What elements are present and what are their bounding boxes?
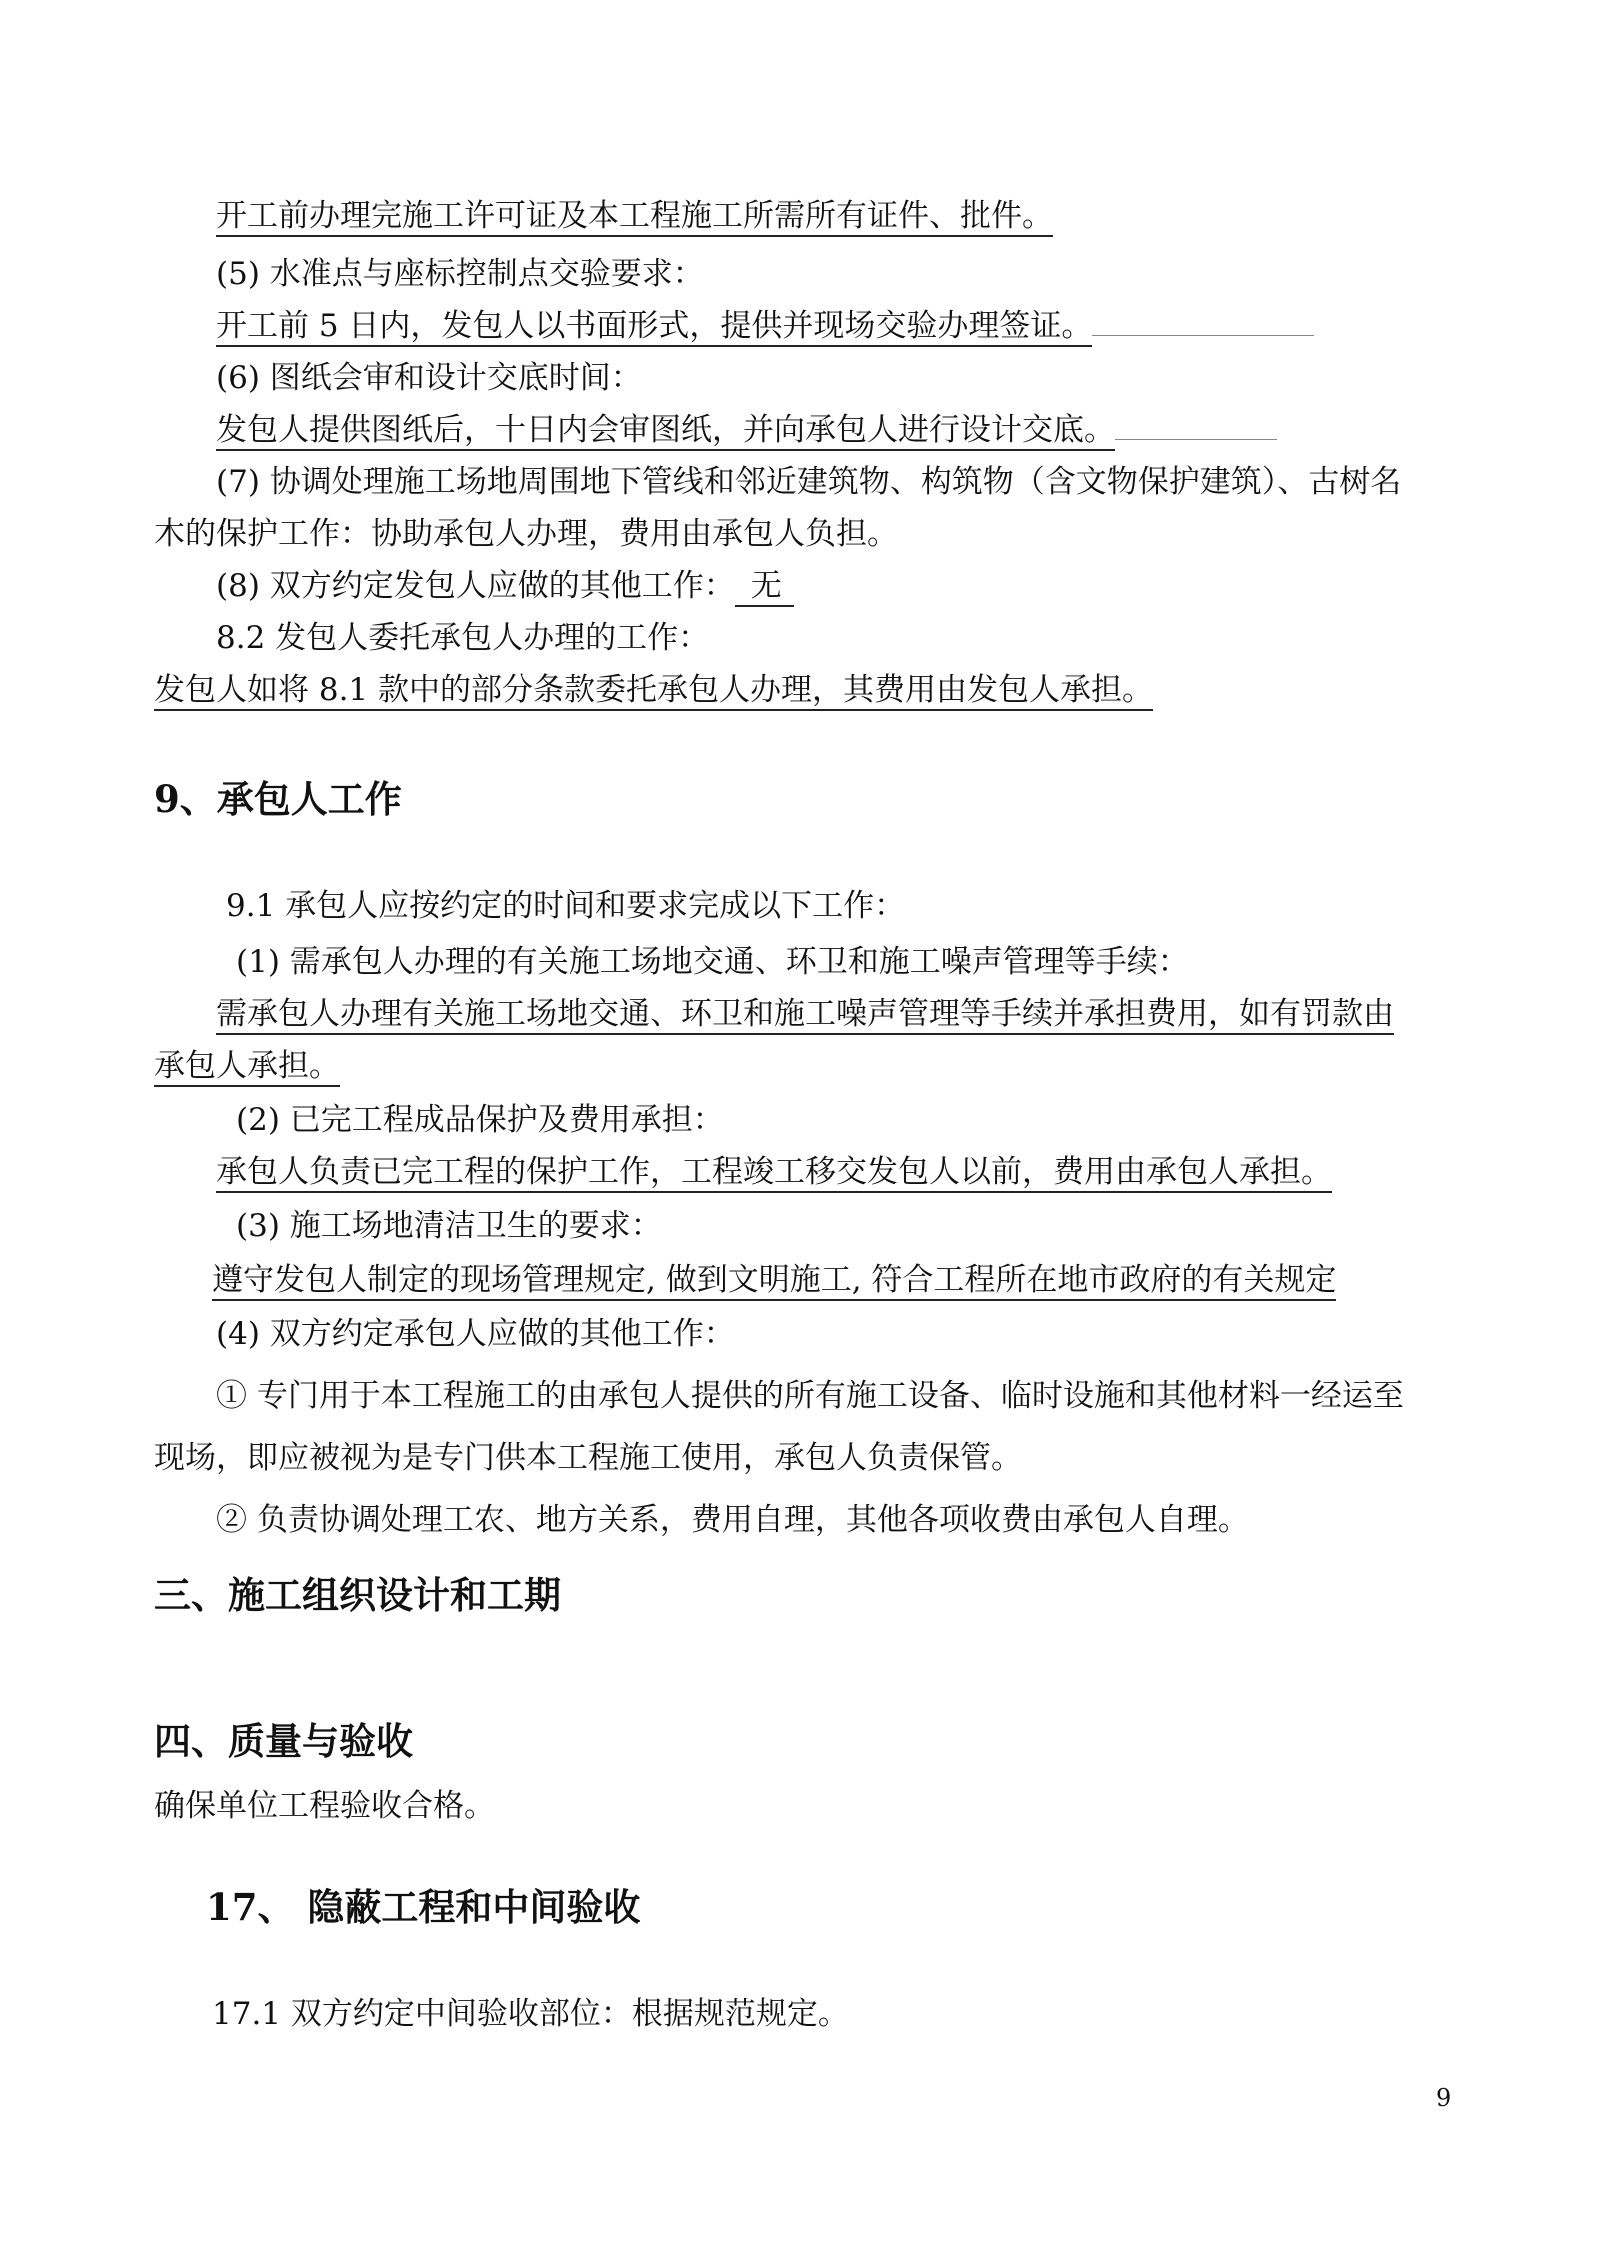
text-line: (5) 水准点与座标控制点交验要求： [216,256,704,292]
text-line: (3) 施工场地清洁卫生的要求： [236,1208,662,1244]
text-line: (6) 图纸会审和设计交底时间： [216,360,642,396]
text-line: ① 专门用于本工程施工的由承包人提供的所有施工设备、临时设施和其他材料一经运至 [216,1378,1404,1414]
text-line: (2) 已完工程成品保护及费用承担： [236,1102,724,1138]
text-line: (8) 双方约定发包人应做的其他工作： 无 [216,566,794,606]
text-line: 发包人如将 8.1 款中的部分条款委托承包人办理，其费用由发包人承担。 [154,670,1153,710]
section-heading: 17、 隐蔽工程和中间验收 [206,1885,641,1929]
text-line: 开工前办理完施工许可证及本工程施工所需所有证件、批件。 [216,196,1053,236]
text-line: 8.2 发包人委托承包人办理的工作： [216,620,710,656]
text-line: (4) 双方约定承包人应做的其他工作： [216,1316,735,1352]
underline-tail [1092,333,1314,336]
underline-tail [1115,437,1277,440]
text-line: 发包人提供图纸后，十日内会审图纸，并向承包人进行设计交底。 [216,410,1277,450]
text-line: 现场，即应被视为是专门供本工程施工使用，承包人负责保管。 [154,1440,1022,1476]
text-line: ② 负责协调处理工农、地方关系，费用自理，其他各项收费由承包人自理。 [216,1502,1249,1538]
text-line: 遵守发包人制定的现场管理规定, 做到文明施工, 符合工程所在地市政府的有关规定 [212,1260,1336,1300]
text-line: 承包人承担。 [154,1046,340,1086]
section-heading: 三、施工组织设计和工期 [154,1573,561,1617]
text-line: 开工前 5 日内，发包人以书面形式，提供并现场交验办理签证。 [216,306,1314,346]
text-line: (1) 需承包人办理的有关施工场地交通、环卫和施工噪声管理等手续： [236,944,1189,980]
text-line: 木的保护工作：协助承包人办理，费用由承包人负担。 [154,516,898,552]
text-line: 9.1 承包人应按约定的时间和要求完成以下工作： [226,888,906,924]
text-line: 需承包人办理有关施工场地交通、环卫和施工噪声管理等手续并承担费用，如有罚款由 [216,994,1394,1034]
text-line: 17.1 双方约定中间验收部位：根据规范规定。 [212,1996,849,2032]
text-line: 确保单位工程验收合格。 [154,1788,495,1824]
text-line: (7) 协调处理施工场地周围地下管线和邻近建筑物、构筑物（含文物保护建筑）、古树名 [216,464,1402,500]
page-number: 9 [1436,2084,1452,2112]
text-line: 承包人负责已完工程的保护工作，工程竣工移交发包人以前，费用由承包人承担。 [216,1152,1332,1192]
section-heading: 四、质量与验收 [154,1719,413,1763]
section-heading: 9、承包人工作 [154,777,402,821]
